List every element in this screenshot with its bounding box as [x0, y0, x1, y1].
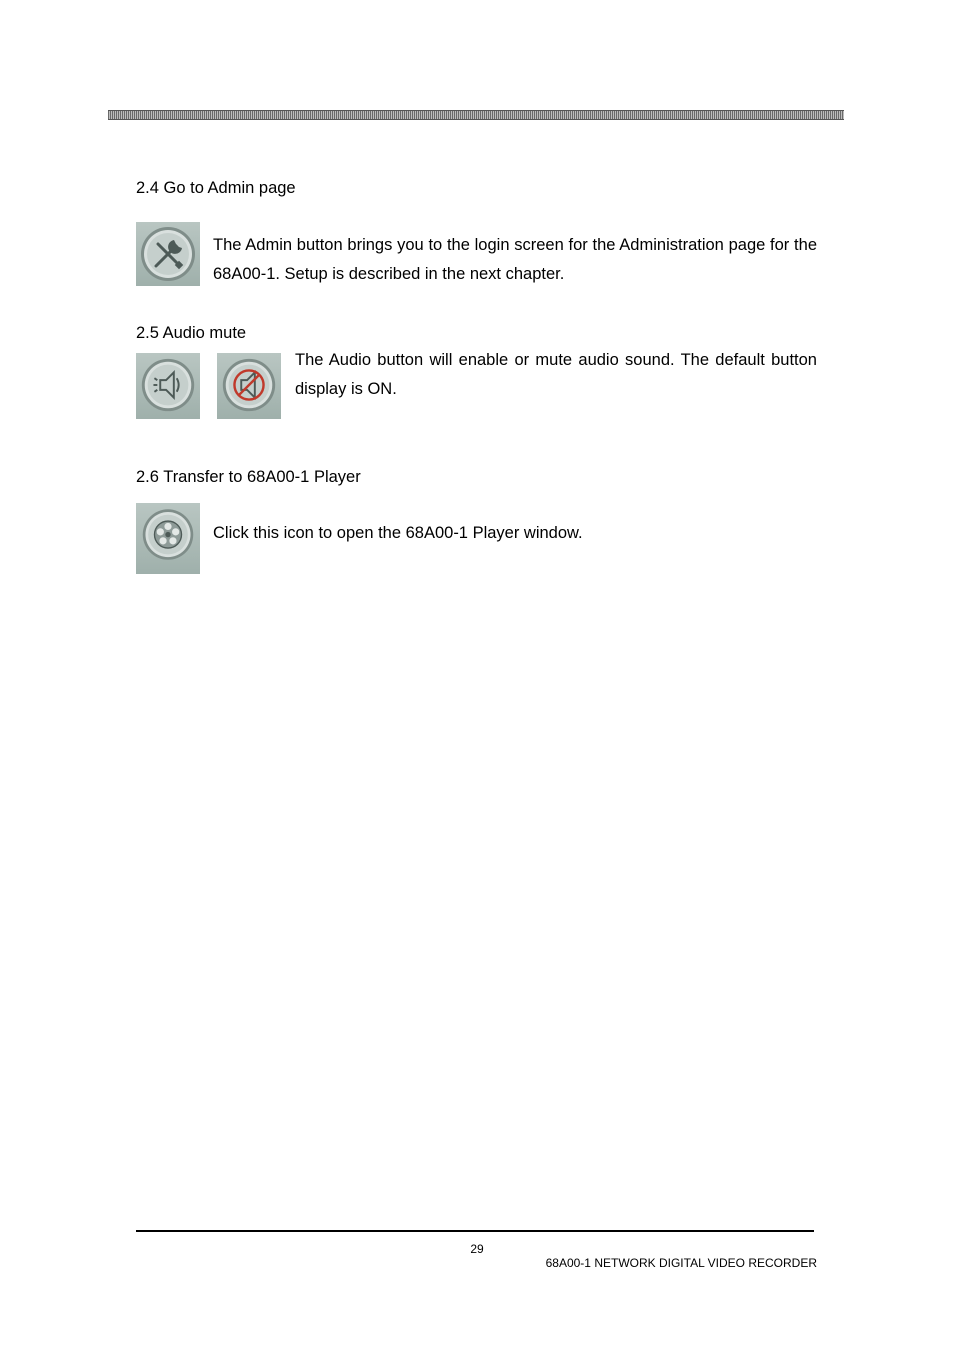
section-heading-admin: 2.4 Go to Admin page [136, 179, 296, 197]
admin-button[interactable] [136, 222, 200, 286]
section-body-audio: The Audio button will enable or mute audio sound. The default button display is ON. [295, 351, 817, 398]
page-number: 29 [470, 1242, 484, 1256]
audio-on-button[interactable] [136, 353, 200, 419]
section-heading-audio: 2.5 Audio mute [136, 324, 247, 342]
wrench-screwdriver-icon [136, 222, 200, 286]
footer-rule [136, 1230, 814, 1232]
player-button[interactable] [136, 503, 200, 574]
speaker-on-icon [136, 353, 200, 417]
section-body-player: Click this icon to open the 68A00-1 Player window. [213, 524, 583, 542]
speaker-muted-icon [217, 353, 281, 417]
audio-mute-button[interactable] [217, 353, 281, 419]
header-rule [108, 110, 844, 120]
section-body-admin: The Admin button brings you to the login screen for the Administration page for the 68A00-1. Setup is described in the next chapter. [213, 236, 817, 283]
film-reel-icon [136, 503, 200, 567]
footer-title: 68A00-1 NETWORK DIGITAL VIDEO RECORDER [545, 1256, 817, 1270]
section-heading-player: 2.6 Transfer to 68A00-1 Player [136, 468, 361, 486]
